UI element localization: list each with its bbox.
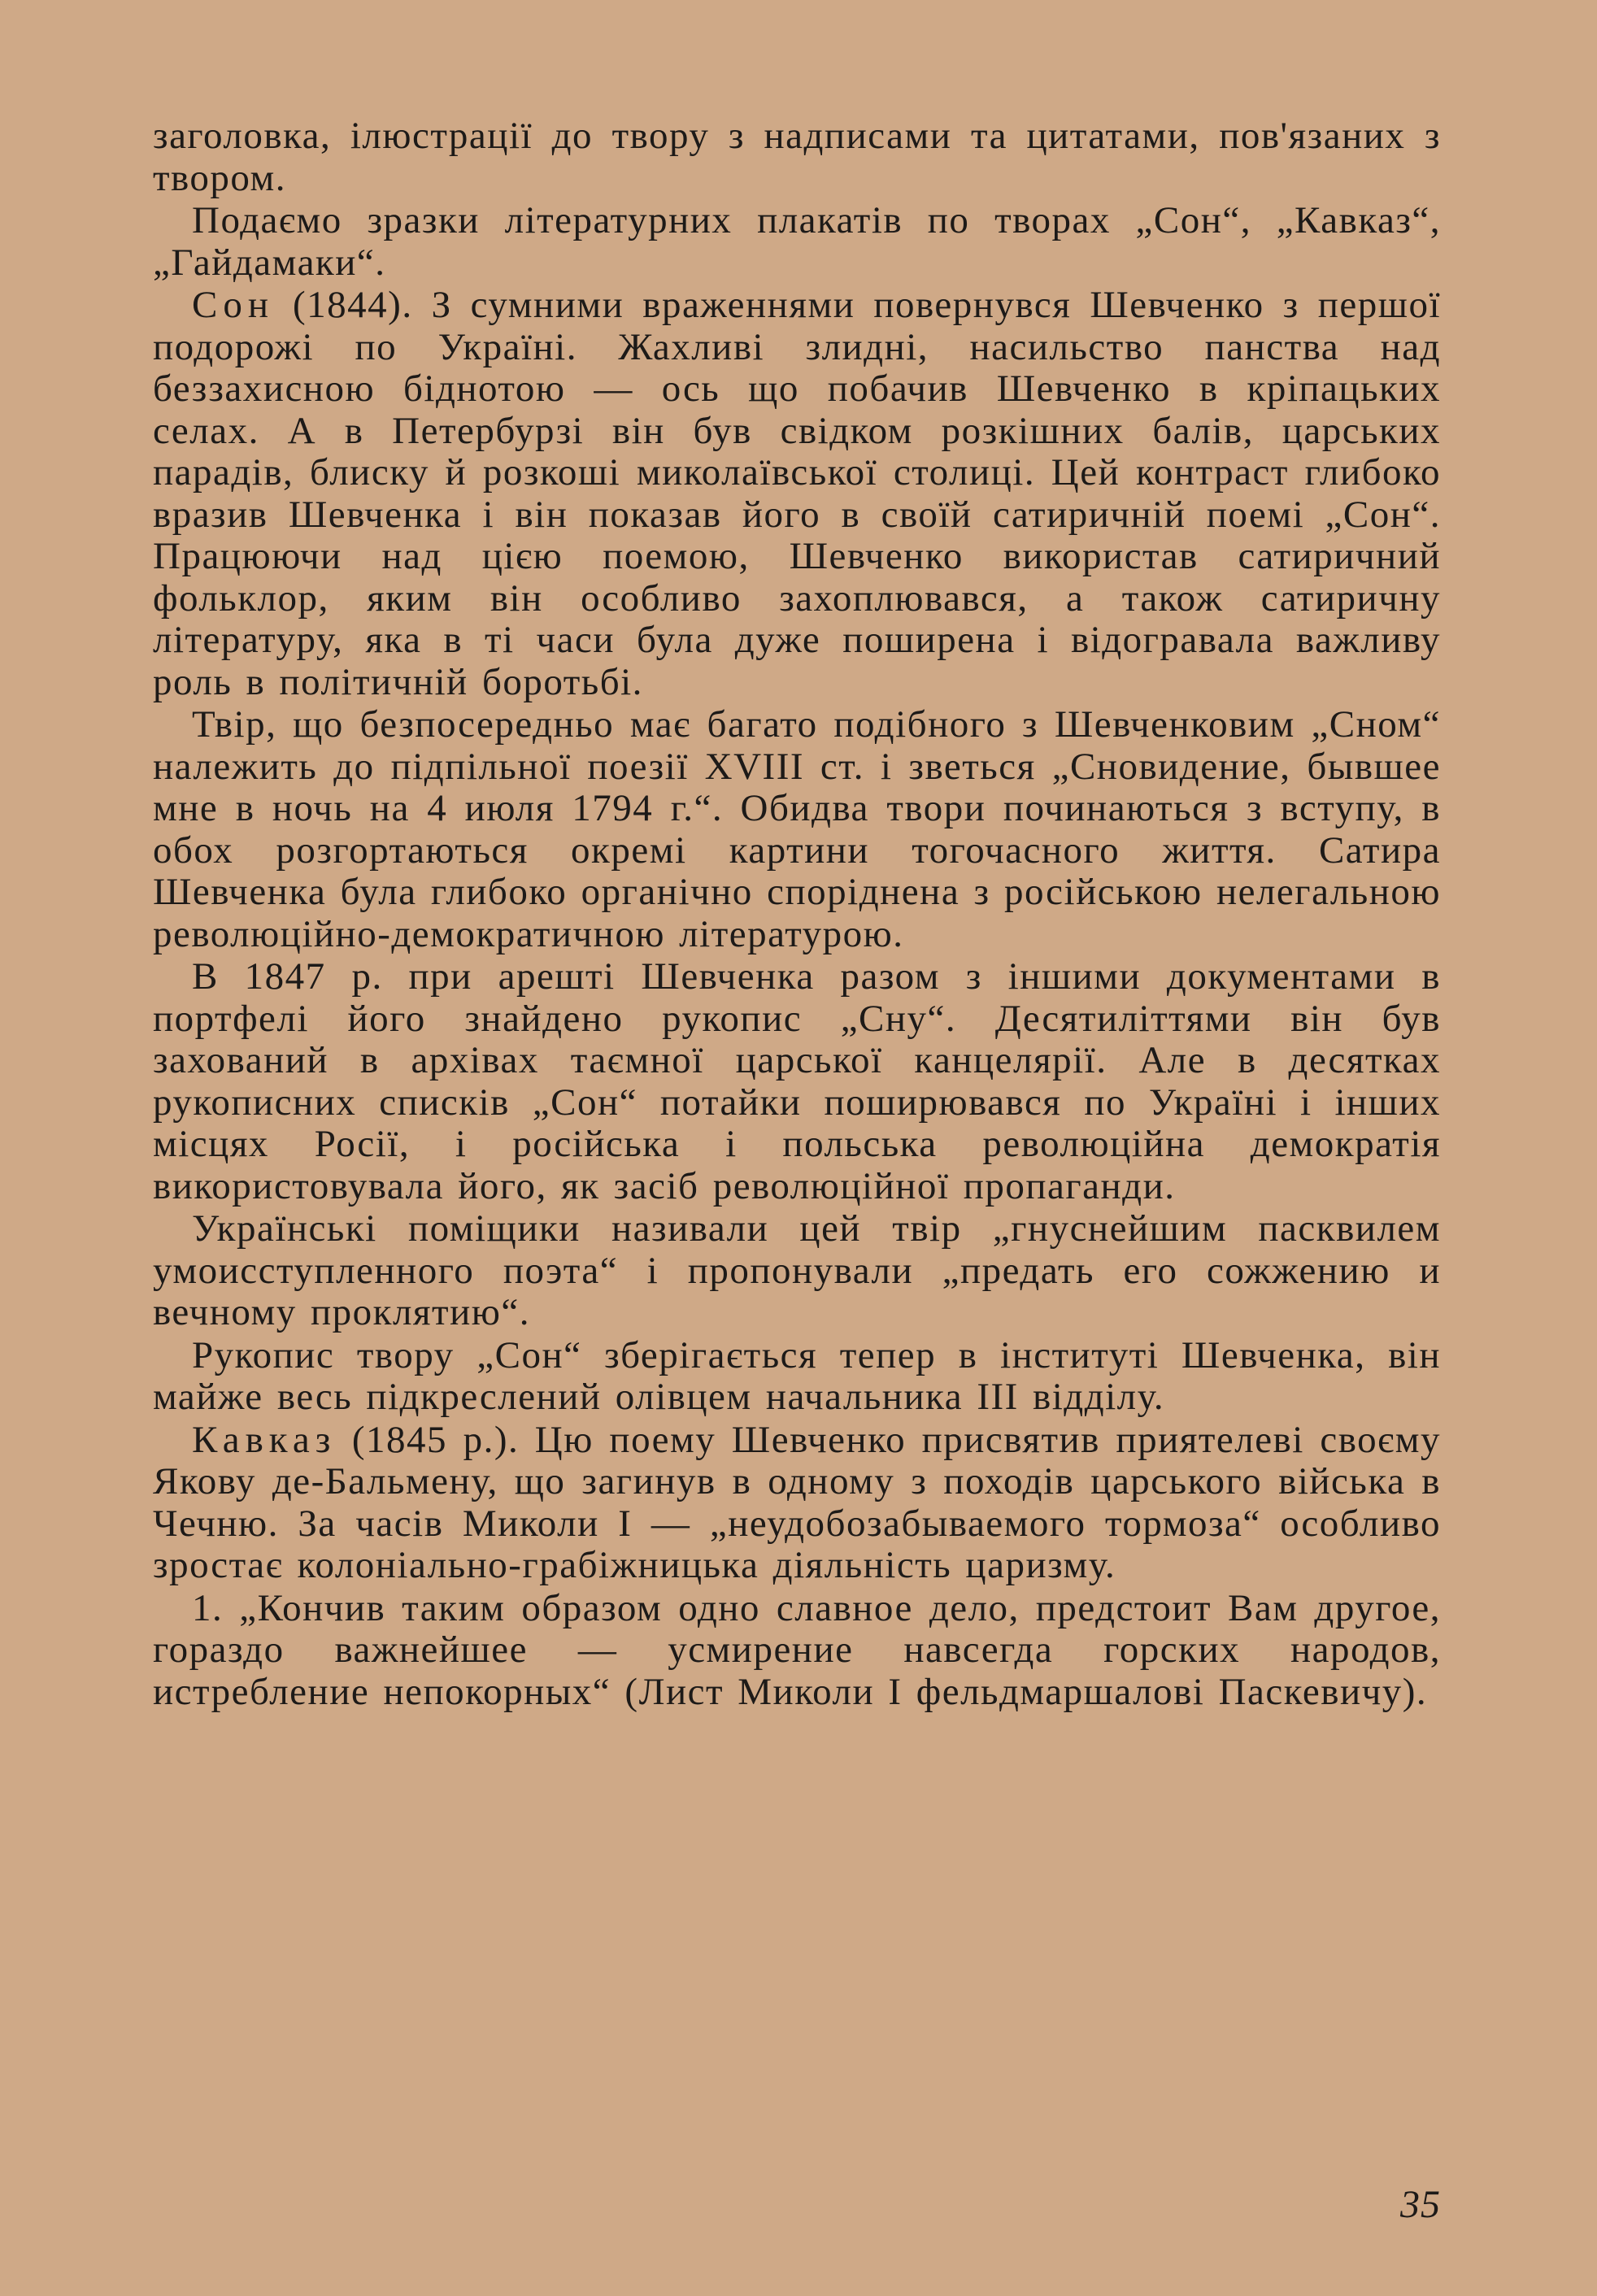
paragraph-arrest [153, 956, 1441, 1207]
paragraph-text: 1. „Кончив таким образом одно славное дело, предстоит Вам другое, гораздо важнейшее — усмирение навсегда горских народов, истребление непокорных“ (Лист Миколи I фельдмаршалові Паскевичу). [153, 1586, 1441, 1713]
paragraph-intro-posters [153, 200, 1441, 284]
paragraph-manuscript [153, 1335, 1441, 1419]
paragraph-text: Подаємо зразки літературних плакатів по творах „Сон“, „Кавказ“, „Гайдамаки“. [153, 199, 1441, 284]
paragraph-text: (1845 р.). Цю поему Шевченко присвятив приятелеві своєму Якову де-Бальмену, що загинув в одному з походів царського війська в Чечню. За часів Миколи I — „неудобозабываемого тормоза“ особливо зростає колоніально-грабіжницька діяльність царизму. [153, 1418, 1441, 1586]
paragraph-text: заголовка, ілюстрації до твору з надписами та цитатами, пов'язаних з твором. [153, 115, 1441, 199]
paragraph-text: Українські поміщики називали цей твір „гнуснейшим пасквилем умоисступленного поэта“ і пропонували „предать его сожжению и вечному проклятию“. [153, 1207, 1441, 1333]
paragraph-continuation [153, 115, 1441, 199]
paragraph-text: В 1847 р. при арешті Шевченка разом з іншими документами в портфелі його знайдено рукопис „Сну“. Десятиліттями він був захований в архівах таємної царської канцелярії. Але в десятках рукописних списків „Сон“ потайки поширювався по Україні і інших місцях Росії, і російська і польська революційна демократія використовувала його, як засіб революційної пропаганди. [153, 955, 1441, 1207]
paragraph-text: Рукопис твору „Сон“ зберігається тепер в інституті Шевченка, він майже весь підкреслений олівцем начальника III відділу. [153, 1333, 1441, 1418]
section-lead-kavkaz: Кавказ [192, 1418, 337, 1461]
section-lead-son: Сон [192, 284, 275, 326]
paragraph-text: (1844). З сумними враженнями повернувся Шевченко з першої подорожі по Україні. Жахливі злидні, насильство панства над беззахисною біднотою — ось що побачив Шевченко в кріпацьких селах. А в Петербурзі він був свідком розкішних балів, царських парадів, блиску й розкоші миколаївської столиці. Цей контраст глибоко вразив Шевченка і він показав його в своїй сатиричній поемі „Сон“. Працюючи над цією поемою, Шевченко використав сатиричний фольклор, яким він особливо захоплювався, а також сатиричну літературу, яка в ті часи була дуже поширена і відогравала важливу роль в політичній боротьбі. [153, 284, 1441, 703]
paragraph-text: Твір, що безпосередньо має багато подібного з Шевченковим „Сном“ належить до підпільної поезії XVIII ст. і зветься „Сновидение, бывшее мне в ночь на 4 июля 1794 г.“. Обидва твори починаються з вступу, в обох розгортаються окремі картини тогочасного життя. Сатира Шевченка була глибоко органічно споріднена з російською нелегальною революційно-демократичною літературою. [153, 703, 1441, 955]
paragraph-footnote [153, 1588, 1441, 1714]
paragraph-son [153, 285, 1441, 703]
paragraph-kavkaz [153, 1420, 1441, 1587]
paragraph-landowners [153, 1208, 1441, 1334]
page-number: 35 [1400, 2183, 1441, 2226]
page-body [153, 115, 1441, 1713]
paragraph-comparison [153, 704, 1441, 955]
